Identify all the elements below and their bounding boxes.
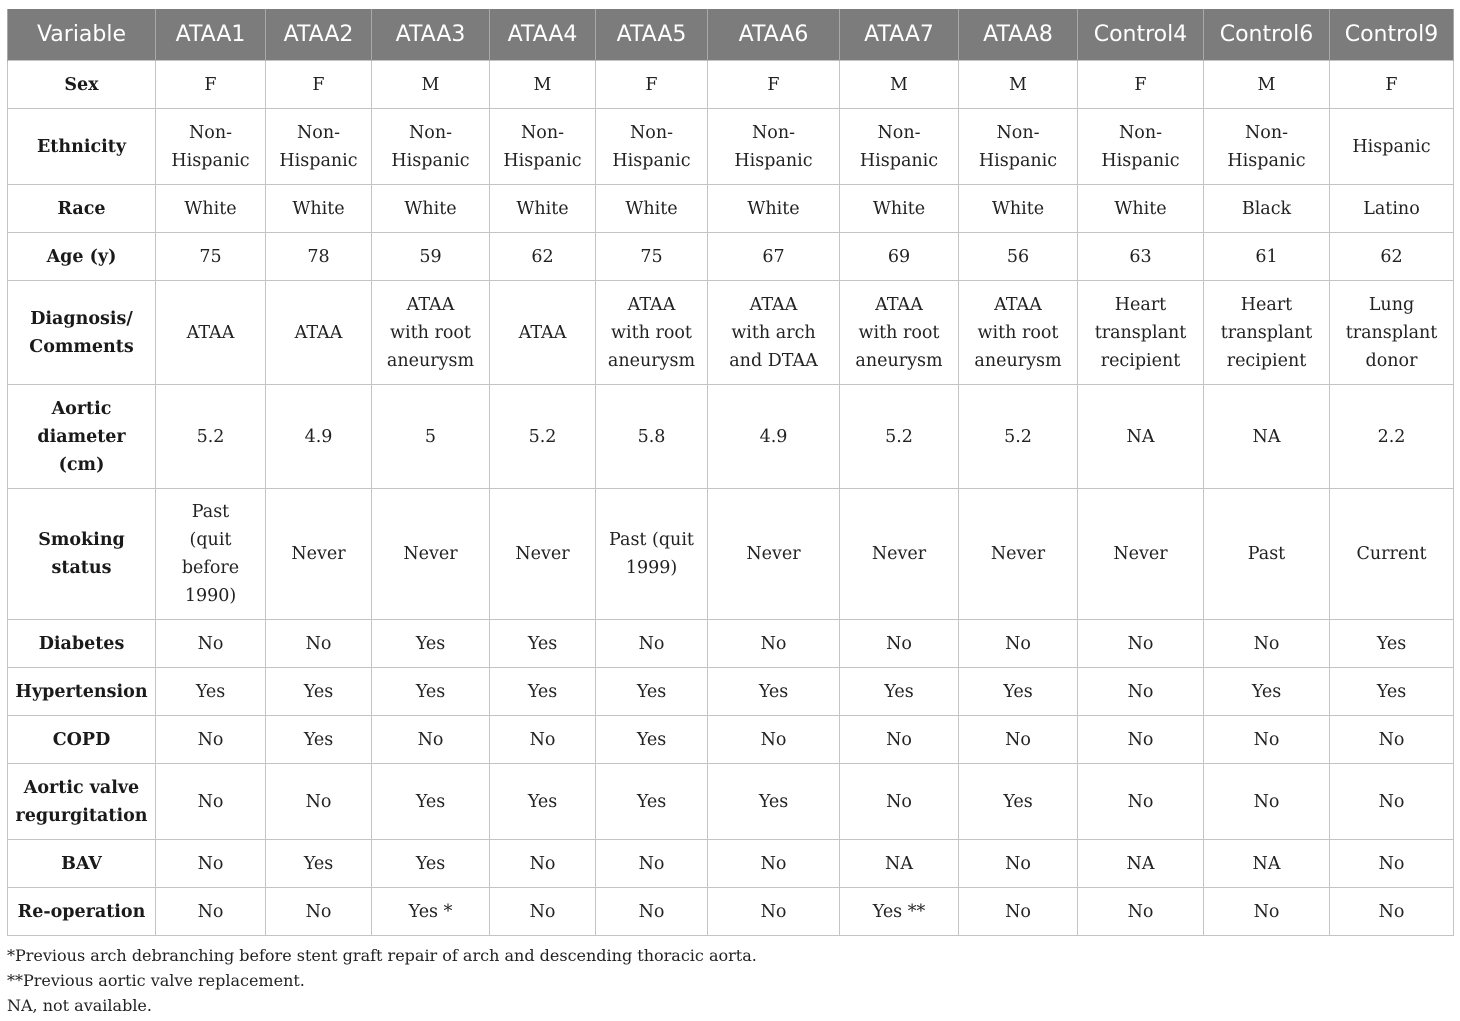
table-cell: 5.8 bbox=[596, 385, 708, 489]
table-cell: No bbox=[1078, 764, 1204, 840]
table-cell: Yes bbox=[372, 620, 490, 668]
table-cell: No bbox=[959, 620, 1078, 668]
table-cell: 5.2 bbox=[156, 385, 266, 489]
table-cell: Non- Hispanic bbox=[1204, 109, 1330, 185]
table-cell: ATAA with root aneurysm bbox=[596, 281, 708, 385]
table-cell: Yes bbox=[156, 668, 266, 716]
table-cell: No bbox=[708, 620, 840, 668]
table-cell: Never bbox=[959, 489, 1078, 620]
table-cell: Non- Hispanic bbox=[708, 109, 840, 185]
table-cell: No bbox=[1204, 764, 1330, 840]
table-cell: No bbox=[596, 840, 708, 888]
table-cell: Non- Hispanic bbox=[596, 109, 708, 185]
row-label: COPD bbox=[8, 716, 156, 764]
table-row bbox=[8, 185, 1454, 233]
table-cell: Yes bbox=[490, 764, 596, 840]
table-cell: No bbox=[959, 888, 1078, 936]
table-row bbox=[8, 888, 1454, 936]
table-cell: ATAA bbox=[156, 281, 266, 385]
row-label: Hypertension bbox=[8, 668, 156, 716]
table-cell: Yes bbox=[708, 764, 840, 840]
table-cell: Yes bbox=[1330, 620, 1454, 668]
table-body bbox=[8, 61, 1454, 936]
table-cell: Yes bbox=[708, 668, 840, 716]
table-cell: Hispanic bbox=[1330, 109, 1454, 185]
table-cell: 5.2 bbox=[490, 385, 596, 489]
table-cell: No bbox=[1204, 620, 1330, 668]
table-cell: 69 bbox=[840, 233, 959, 281]
table-cell: Yes bbox=[266, 840, 372, 888]
table-cell: No bbox=[1204, 716, 1330, 764]
table-cell: Non- Hispanic bbox=[959, 109, 1078, 185]
table-cell: F bbox=[1330, 61, 1454, 109]
table-cell: Yes bbox=[372, 840, 490, 888]
column-header: Control9 bbox=[1330, 9, 1454, 61]
table-cell: Yes bbox=[840, 668, 959, 716]
table-cell: White bbox=[372, 185, 490, 233]
table-cell: No bbox=[156, 840, 266, 888]
table-cell: ATAA with arch and DTAA bbox=[708, 281, 840, 385]
row-label: Aortic diameter (cm) bbox=[8, 385, 156, 489]
table-cell: 2.2 bbox=[1330, 385, 1454, 489]
table-cell: No bbox=[596, 620, 708, 668]
table-cell: Past (quit 1999) bbox=[596, 489, 708, 620]
table-cell: M bbox=[1204, 61, 1330, 109]
table-cell: M bbox=[840, 61, 959, 109]
table-row bbox=[8, 716, 1454, 764]
footnote-1: *Previous arch debranching before stent graft repair of arch and descending thoracic aorta. bbox=[7, 946, 757, 965]
table-cell: Yes bbox=[596, 716, 708, 764]
table-cell: Yes bbox=[372, 764, 490, 840]
table-cell: Heart transplant recipient bbox=[1078, 281, 1204, 385]
table-cell: No bbox=[156, 888, 266, 936]
table-cell: ATAA bbox=[266, 281, 372, 385]
table-cell: No bbox=[708, 716, 840, 764]
column-header: ATAA6 bbox=[708, 9, 840, 61]
table-cell: F bbox=[596, 61, 708, 109]
table-cell: 5.2 bbox=[840, 385, 959, 489]
table-cell: No bbox=[490, 888, 596, 936]
table-cell: No bbox=[156, 716, 266, 764]
table-cell: NA bbox=[1204, 385, 1330, 489]
table-cell: No bbox=[840, 764, 959, 840]
table-cell: No bbox=[1330, 764, 1454, 840]
table-cell: ATAA with root aneurysm bbox=[959, 281, 1078, 385]
table-cell: 56 bbox=[959, 233, 1078, 281]
table-cell: 61 bbox=[1204, 233, 1330, 281]
table-cell: Black bbox=[1204, 185, 1330, 233]
row-label: Diagnosis/ Comments bbox=[8, 281, 156, 385]
table-cell: No bbox=[266, 888, 372, 936]
table-cell: Non- Hispanic bbox=[1078, 109, 1204, 185]
table-cell: 78 bbox=[266, 233, 372, 281]
table-cell: 75 bbox=[156, 233, 266, 281]
table-cell: F bbox=[266, 61, 372, 109]
table-cell: No bbox=[1330, 888, 1454, 936]
table-cell: Yes bbox=[266, 716, 372, 764]
row-label: Re-operation bbox=[8, 888, 156, 936]
row-label: Race bbox=[8, 185, 156, 233]
table-cell: No bbox=[596, 888, 708, 936]
table-cell: 75 bbox=[596, 233, 708, 281]
table-cell: NA bbox=[1078, 385, 1204, 489]
table-cell: Non- Hispanic bbox=[490, 109, 596, 185]
table-cell: Yes bbox=[1204, 668, 1330, 716]
footnotes bbox=[7, 943, 757, 1018]
table-cell: No bbox=[266, 764, 372, 840]
table-cell: Never bbox=[708, 489, 840, 620]
table-cell: No bbox=[959, 840, 1078, 888]
table-cell: Latino bbox=[1330, 185, 1454, 233]
table-cell: 5 bbox=[372, 385, 490, 489]
column-header: ATAA3 bbox=[372, 9, 490, 61]
table-cell: F bbox=[1078, 61, 1204, 109]
table-cell: No bbox=[490, 840, 596, 888]
table-row bbox=[8, 840, 1454, 888]
table-cell: White bbox=[266, 185, 372, 233]
table-cell: 59 bbox=[372, 233, 490, 281]
table-cell: Non- Hispanic bbox=[156, 109, 266, 185]
row-label: BAV bbox=[8, 840, 156, 888]
table-cell: White bbox=[596, 185, 708, 233]
table-cell: Never bbox=[840, 489, 959, 620]
table-cell: No bbox=[959, 716, 1078, 764]
table-cell: White bbox=[959, 185, 1078, 233]
table-cell: NA bbox=[1204, 840, 1330, 888]
table-cell: Never bbox=[1078, 489, 1204, 620]
table-cell: 67 bbox=[708, 233, 840, 281]
header-row bbox=[8, 9, 1454, 61]
table-cell: White bbox=[156, 185, 266, 233]
table-cell: Yes bbox=[490, 668, 596, 716]
table-cell: No bbox=[372, 716, 490, 764]
table-cell: ATAA with root aneurysm bbox=[840, 281, 959, 385]
column-header: Variable bbox=[8, 9, 156, 61]
table-cell: 63 bbox=[1078, 233, 1204, 281]
table-row bbox=[8, 489, 1454, 620]
table-cell: Yes bbox=[266, 668, 372, 716]
table-row bbox=[8, 61, 1454, 109]
table-cell: Yes bbox=[490, 620, 596, 668]
table-cell: Past bbox=[1204, 489, 1330, 620]
table-cell: No bbox=[1204, 888, 1330, 936]
table-cell: ATAA with root aneurysm bbox=[372, 281, 490, 385]
table-cell: Yes bbox=[959, 764, 1078, 840]
table-cell: 62 bbox=[1330, 233, 1454, 281]
row-label: Diabetes bbox=[8, 620, 156, 668]
table-cell: 62 bbox=[490, 233, 596, 281]
footnote-3: NA, not available. bbox=[7, 996, 152, 1015]
table-cell: No bbox=[266, 620, 372, 668]
table-cell: No bbox=[840, 620, 959, 668]
patient-characteristics-table bbox=[7, 9, 1454, 936]
footnote-2: **Previous aortic valve replacement. bbox=[7, 971, 305, 990]
table-cell: Never bbox=[266, 489, 372, 620]
table-cell: Never bbox=[372, 489, 490, 620]
table-cell: M bbox=[490, 61, 596, 109]
row-label: Age (y) bbox=[8, 233, 156, 281]
table-cell: No bbox=[1078, 888, 1204, 936]
row-label: Ethnicity bbox=[8, 109, 156, 185]
table-cell: White bbox=[490, 185, 596, 233]
table-cell: Lung transplant donor bbox=[1330, 281, 1454, 385]
table-cell: Current bbox=[1330, 489, 1454, 620]
table-cell: M bbox=[372, 61, 490, 109]
table-row bbox=[8, 385, 1454, 489]
table-row bbox=[8, 668, 1454, 716]
column-header: ATAA8 bbox=[959, 9, 1078, 61]
table-row bbox=[8, 281, 1454, 385]
table-row bbox=[8, 620, 1454, 668]
table-cell: White bbox=[1078, 185, 1204, 233]
row-label: Aortic valve regurgitation bbox=[8, 764, 156, 840]
table-row bbox=[8, 109, 1454, 185]
table-cell: Past (quit before 1990) bbox=[156, 489, 266, 620]
table-row bbox=[8, 233, 1454, 281]
table-cell: Heart transplant recipient bbox=[1204, 281, 1330, 385]
table-cell: White bbox=[708, 185, 840, 233]
table-cell: No bbox=[1330, 840, 1454, 888]
table-cell: Yes bbox=[596, 668, 708, 716]
table-cell: No bbox=[1330, 716, 1454, 764]
table-cell: 4.9 bbox=[708, 385, 840, 489]
column-header: ATAA5 bbox=[596, 9, 708, 61]
column-header: ATAA2 bbox=[266, 9, 372, 61]
table-cell: 4.9 bbox=[266, 385, 372, 489]
column-header: Control6 bbox=[1204, 9, 1330, 61]
column-header: ATAA4 bbox=[490, 9, 596, 61]
table-cell: ATAA bbox=[490, 281, 596, 385]
column-header: ATAA1 bbox=[156, 9, 266, 61]
table-cell: Yes bbox=[959, 668, 1078, 716]
table-cell: NA bbox=[840, 840, 959, 888]
table-cell: No bbox=[840, 716, 959, 764]
row-label: Smoking status bbox=[8, 489, 156, 620]
table-cell: No bbox=[708, 888, 840, 936]
table-cell: Non- Hispanic bbox=[266, 109, 372, 185]
table-cell: No bbox=[1078, 620, 1204, 668]
table-cell: Never bbox=[490, 489, 596, 620]
table-cell: No bbox=[708, 840, 840, 888]
table-cell: Yes bbox=[596, 764, 708, 840]
table-container bbox=[7, 9, 1453, 936]
table-cell: No bbox=[156, 620, 266, 668]
table-cell: M bbox=[959, 61, 1078, 109]
table-cell: Non- Hispanic bbox=[372, 109, 490, 185]
table-cell: 5.2 bbox=[959, 385, 1078, 489]
row-label: Sex bbox=[8, 61, 156, 109]
table-cell: No bbox=[1078, 668, 1204, 716]
table-cell: No bbox=[156, 764, 266, 840]
table-cell: Yes bbox=[372, 668, 490, 716]
table-cell: Non- Hispanic bbox=[840, 109, 959, 185]
table-cell: Yes bbox=[1330, 668, 1454, 716]
table-cell: No bbox=[490, 716, 596, 764]
table-cell: No bbox=[1078, 716, 1204, 764]
table-cell: Yes ** bbox=[840, 888, 959, 936]
table-cell: NA bbox=[1078, 840, 1204, 888]
table-cell: F bbox=[708, 61, 840, 109]
column-header: ATAA7 bbox=[840, 9, 959, 61]
column-header: Control4 bbox=[1078, 9, 1204, 61]
table-cell: White bbox=[840, 185, 959, 233]
table-cell: F bbox=[156, 61, 266, 109]
table-row bbox=[8, 764, 1454, 840]
table-cell: Yes * bbox=[372, 888, 490, 936]
